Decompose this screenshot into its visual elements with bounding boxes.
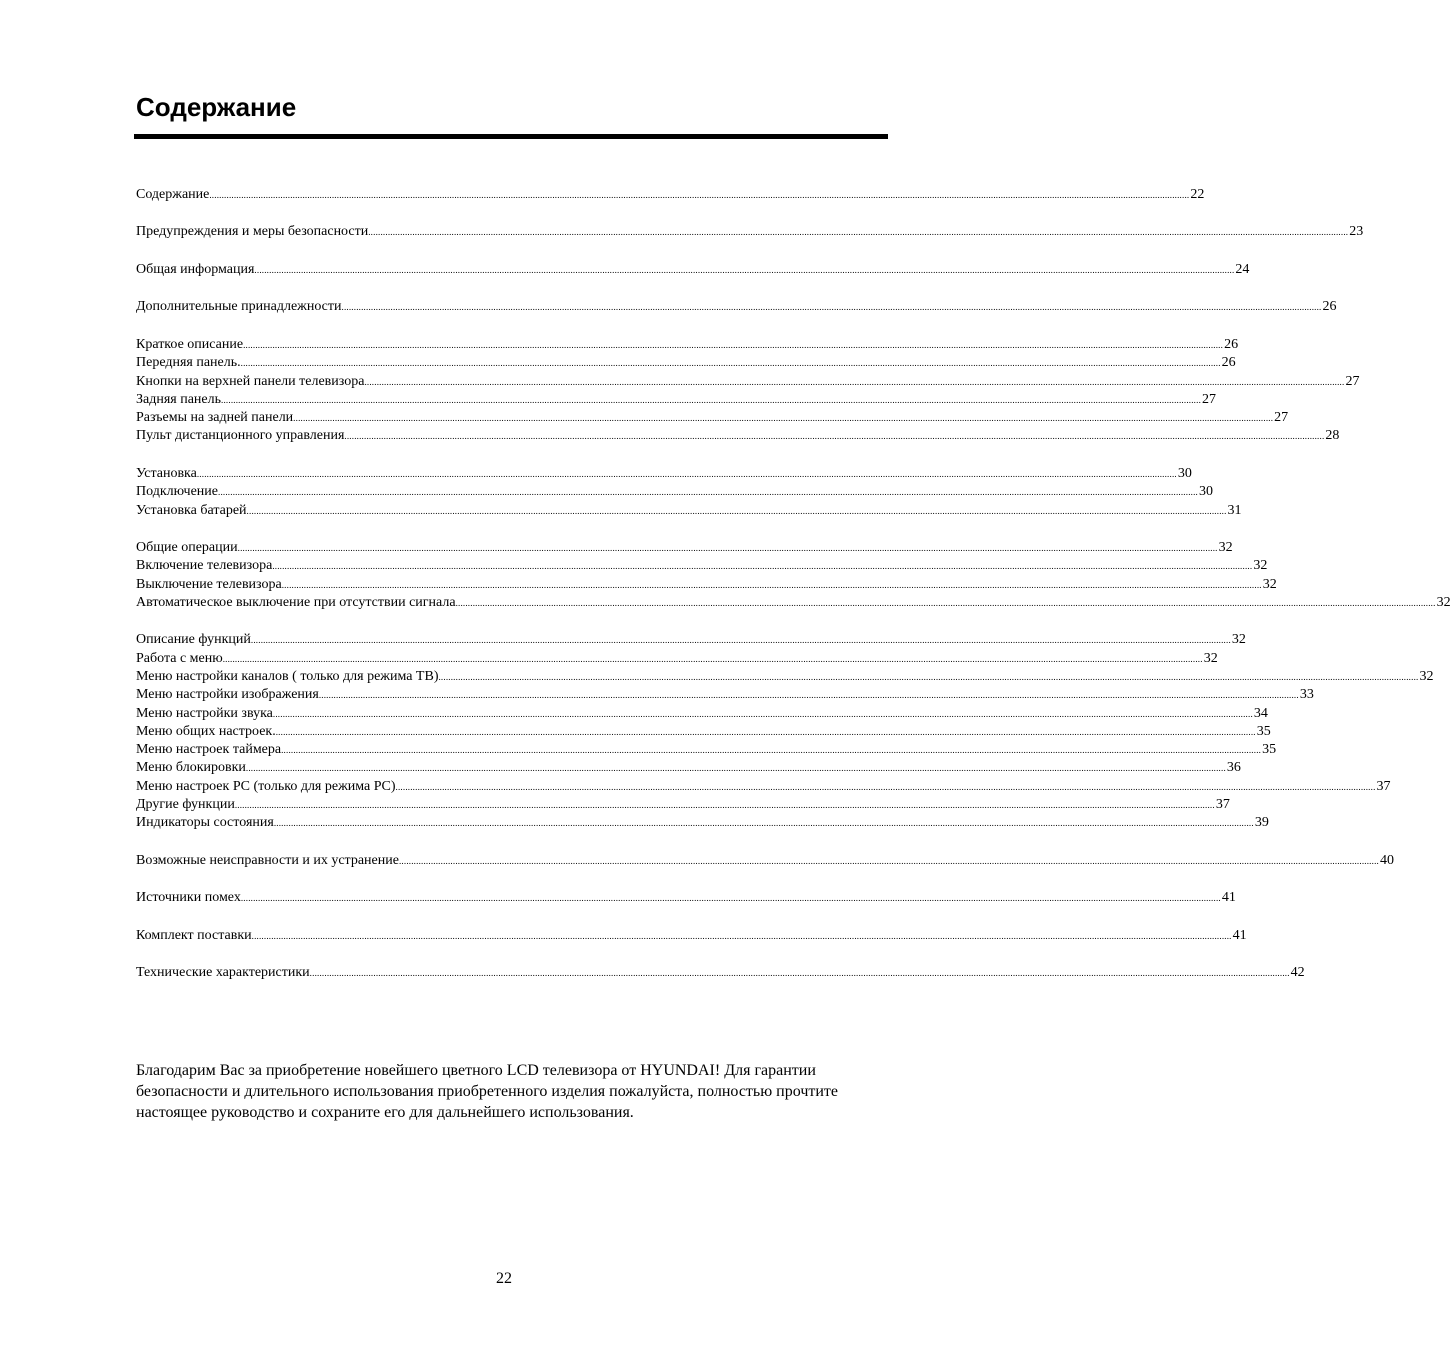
- toc-entry[interactable]: [136, 223, 1364, 241]
- toc-entry-title: Кнопки на верхней панели телевизора: [136, 373, 365, 389]
- toc-dot-leader: ................................................................................................................................................................................................................................................................................................................................................................................................................: [293, 413, 1274, 424]
- toc-entry-title: Предупреждения и меры безопасности: [136, 224, 369, 240]
- toc-dot-leader: ................................................................................................................................................................................................................................................................................................................................................................................................................: [281, 745, 1262, 756]
- toc-entry[interactable]: [136, 927, 1247, 945]
- toc-dot-leader: ................................................................................................................................................................................................................................................................................................................................................................................................................: [218, 487, 1198, 498]
- toc-dot-leader: ................................................................................................................................................................................................................................................................................................................................................................................................................: [250, 635, 1231, 646]
- toc-entry-title: Меню настройки каналов ( только для режима ТВ): [136, 668, 439, 684]
- toc-entry-page: 30: [1199, 484, 1213, 500]
- toc-entry-title: Включение телевизора: [136, 558, 273, 574]
- toc-entry-title: Выключение телевизора: [136, 576, 282, 592]
- toc-dot-leader: ................................................................................................................................................................................................................................................................................................................................................................................................................: [344, 431, 1325, 442]
- toc-entry-title: Другие функции: [136, 797, 235, 813]
- toc-entry-title: Источники помех: [136, 890, 241, 906]
- toc-entry-page: 34: [1253, 705, 1268, 721]
- toc-dot-leader: ................................................................................................................................................................................................................................................................................................................................................................................................................: [237, 542, 1218, 553]
- toc-entry-page: 42: [1290, 965, 1305, 981]
- toc-entry-title: Меню настройки изображения: [136, 687, 319, 703]
- toc-entry[interactable]: [136, 796, 1230, 814]
- toc-entry-title: Индикаторы состояния: [136, 815, 274, 831]
- toc-entry-title: Общие операции: [136, 539, 238, 555]
- toc-dot-leader: ................................................................................................................................................................................................................................................................................................................................................................................................................: [240, 893, 1221, 904]
- toc-entry-title: Меню блокировки: [136, 760, 246, 776]
- toc-entry-page: 33: [1299, 687, 1314, 703]
- toc-entry-page: 41: [1221, 890, 1236, 906]
- toc-group: [136, 964, 1305, 982]
- toc-entry[interactable]: [136, 502, 1242, 520]
- toc-entry[interactable]: [136, 852, 1394, 870]
- toc-entry-title: Работа с меню: [136, 650, 223, 666]
- toc-dot-leader: ................................................................................................................................................................................................................................................................................................................................................................................................................: [272, 708, 1253, 719]
- toc-entry-title: Технические характеристики: [136, 965, 310, 981]
- toc-dot-leader: ................................................................................................................................................................................................................................................................................................................................................................................................................: [318, 690, 1299, 701]
- toc-entry-title: Установка: [136, 465, 197, 481]
- toc-entry-page: 24: [1235, 261, 1250, 277]
- toc-entry[interactable]: [136, 741, 1277, 759]
- toc-entry[interactable]: [136, 631, 1246, 649]
- toc-dot-leader: ................................................................................................................................................................................................................................................................................................................................................................................................................: [246, 505, 1227, 516]
- toc-entry-title: Автоматическое выключение при отсутствии сигнала: [136, 594, 456, 610]
- toc-group: [136, 261, 1250, 279]
- toc-entry[interactable]: [136, 373, 1360, 391]
- toc-entry-page: 37: [1215, 797, 1230, 813]
- toc-entry[interactable]: [136, 576, 1277, 594]
- toc-entry[interactable]: [136, 964, 1305, 982]
- toc-entry[interactable]: [136, 705, 1268, 723]
- toc-entry-page: 22: [1190, 187, 1205, 202]
- toc-dot-leader: ................................................................................................................................................................................................................................................................................................................................................................................................................: [222, 653, 1203, 664]
- toc-entry-page: 37: [1376, 778, 1391, 794]
- toc-entry-page: 41: [1232, 927, 1247, 943]
- toc-entry-page: 30: [1177, 465, 1192, 481]
- toc-entry-title: Пульт дистанционного управления: [136, 428, 345, 444]
- toc-entry-title: Передняя панель.: [136, 355, 241, 371]
- toc-entry-title: Дополнительные принадлежности: [136, 299, 342, 315]
- toc-entry-page: 32: [1203, 650, 1218, 666]
- toc-group: [136, 631, 1434, 832]
- toc-entry[interactable]: [136, 778, 1391, 796]
- toc-entry-page: 35: [1262, 742, 1277, 758]
- toc-entry-page: 32: [1436, 594, 1451, 610]
- toc-dot-leader: ................................................................................................................................................................................................................................................................................................................................................................................................................: [438, 671, 1419, 682]
- toc-dot-leader: ................................................................................................................................................................................................................................................................................................................................................................................................................: [251, 930, 1232, 941]
- toc-entry[interactable]: [136, 354, 1236, 372]
- toc-entry-page: 27: [1274, 410, 1289, 426]
- toc-entry[interactable]: [136, 427, 1340, 445]
- toc-dot-leader: ................................................................................................................................................................................................................................................................................................................................................................................................................: [234, 800, 1215, 811]
- toc-entry-title: Подключение: [136, 484, 218, 500]
- toc-entry-page: 26: [1224, 336, 1239, 352]
- toc-entry-page: 27: [1202, 391, 1217, 407]
- toc-entry[interactable]: [136, 539, 1233, 557]
- toc-entry[interactable]: [136, 889, 1236, 907]
- page-number: 22: [496, 1270, 512, 1287]
- toc-entry-page: 32: [1218, 539, 1233, 555]
- toc-entry-page: 32: [1231, 632, 1246, 648]
- toc-entry[interactable]: [136, 483, 1213, 501]
- toc-group: [136, 539, 1451, 612]
- toc-entry-title: Задняя панель: [136, 391, 222, 407]
- toc-group: [136, 186, 1205, 204]
- toc-entry[interactable]: [136, 759, 1241, 777]
- toc-entry-page: 23: [1349, 224, 1364, 240]
- toc-dot-leader: ................................................................................................................................................................................................................................................................................................................................................................................................................: [364, 376, 1345, 387]
- toc-group: [136, 298, 1337, 316]
- toc-dot-leader: ................................................................................................................................................................................................................................................................................................................................................................................................................: [196, 468, 1177, 479]
- toc-entry[interactable]: [136, 298, 1337, 316]
- toc-group: [136, 336, 1360, 446]
- toc-entry-page: 32: [1419, 668, 1434, 684]
- toc-entry-page: 32: [1262, 576, 1277, 592]
- toc-dot-leader: ................................................................................................................................................................................................................................................................................................................................................................................................................: [209, 190, 1190, 200]
- toc-entry-title: Общая информация: [136, 261, 255, 277]
- toc-entry-title: Установка батарей: [136, 502, 247, 518]
- toc-entry[interactable]: [136, 557, 1268, 575]
- table-of-contents: [136, 186, 1451, 1002]
- toc-entry-title: Комплект поставки: [136, 927, 252, 943]
- toc-entry-page: 27: [1345, 373, 1360, 389]
- toc-dot-leader: ................................................................................................................................................................................................................................................................................................................................................................................................................: [275, 726, 1256, 737]
- toc-entry-title: Меню настройки звука: [136, 705, 273, 721]
- toc-entry-title: Разъемы на задней панели: [136, 410, 294, 426]
- toc-entry[interactable]: [136, 650, 1218, 668]
- toc-group: [136, 465, 1242, 520]
- toc-entry-title: Описание функций: [136, 632, 251, 648]
- toc-dot-leader: ................................................................................................................................................................................................................................................................................................................................................................................................................: [273, 818, 1254, 829]
- toc-dot-leader: ................................................................................................................................................................................................................................................................................................................................................................................................................: [341, 302, 1322, 313]
- toc-group: [136, 852, 1394, 870]
- toc-entry[interactable]: [136, 668, 1434, 686]
- toc-dot-leader: ................................................................................................................................................................................................................................................................................................................................................................................................................: [221, 394, 1202, 405]
- toc-entry-title: Возможные неисправности и их устранение: [136, 852, 399, 868]
- toc-entry[interactable]: [136, 686, 1314, 704]
- toc-entry-page: 26: [1221, 355, 1236, 371]
- toc-dot-leader: ................................................................................................................................................................................................................................................................................................................................................................................................................: [368, 227, 1349, 238]
- toc-entry[interactable]: [136, 261, 1250, 279]
- toc-entry[interactable]: [136, 391, 1217, 409]
- toc-dot-leader: ................................................................................................................................................................................................................................................................................................................................................................................................................: [243, 339, 1224, 350]
- toc-entry-page: 40: [1379, 852, 1394, 868]
- toc-group: [136, 927, 1247, 945]
- toc-entry-title: Меню настроек таймера: [136, 742, 282, 758]
- toc-entry-page: 32: [1253, 558, 1268, 574]
- toc-entry-page: 36: [1226, 760, 1241, 776]
- intro-paragraph: Благодарим Вас за приобретение новейшего цветного LCD телевизора от HYUNDAI! Для гарантии безопасности и длительного использования приобретенного изделия пожалуйста, полностью прочтите настоящее руководство и сохраните его для дальнейшего использования.: [136, 1062, 839, 1121]
- toc-entry-page: 39: [1254, 815, 1269, 831]
- toc-entry-page: 26: [1322, 299, 1337, 315]
- toc-entry-title: Меню настроек PC (только для режима PC): [136, 778, 396, 794]
- toc-entry-title: Краткое описание: [136, 336, 244, 352]
- toc-entry[interactable]: [136, 723, 1271, 741]
- toc-entry[interactable]: [136, 186, 1205, 204]
- toc-entry-title: Содержание: [136, 187, 210, 202]
- toc-dot-leader: ................................................................................................................................................................................................................................................................................................................................................................................................................: [254, 264, 1235, 275]
- toc-dot-leader: ................................................................................................................................................................................................................................................................................................................................................................................................................: [281, 579, 1262, 590]
- toc-dot-leader: ................................................................................................................................................................................................................................................................................................................................................................................................................: [398, 855, 1379, 866]
- toc-dot-leader: ................................................................................................................................................................................................................................................................................................................................................................................................................: [240, 358, 1221, 369]
- toc-entry-title: Меню общих настроек.: [136, 723, 276, 739]
- toc-entry-page: 31: [1227, 502, 1242, 518]
- toc-dot-leader: ................................................................................................................................................................................................................................................................................................................................................................................................................: [272, 561, 1253, 572]
- toc-group: [136, 223, 1364, 241]
- toc-dot-leader: ................................................................................................................................................................................................................................................................................................................................................................................................................: [395, 781, 1376, 792]
- toc-dot-leader: ................................................................................................................................................................................................................................................................................................................................................................................................................: [245, 763, 1226, 774]
- toc-entry[interactable]: [136, 409, 1289, 427]
- toc-entry[interactable]: [136, 336, 1239, 354]
- toc-entry[interactable]: [136, 814, 1269, 832]
- toc-entry-page: 35: [1256, 723, 1271, 739]
- toc-entry[interactable]: [136, 465, 1192, 483]
- toc-dot-leader: ................................................................................................................................................................................................................................................................................................................................................................................................................: [309, 968, 1290, 979]
- toc-entry[interactable]: [136, 594, 1451, 612]
- toc-dot-leader: ................................................................................................................................................................................................................................................................................................................................................................................................................: [455, 597, 1436, 608]
- toc-entry-page: 28: [1325, 428, 1340, 444]
- toc-group: [136, 889, 1236, 907]
- title-rule: [134, 134, 888, 139]
- page-title: Содержание: [136, 92, 297, 122]
